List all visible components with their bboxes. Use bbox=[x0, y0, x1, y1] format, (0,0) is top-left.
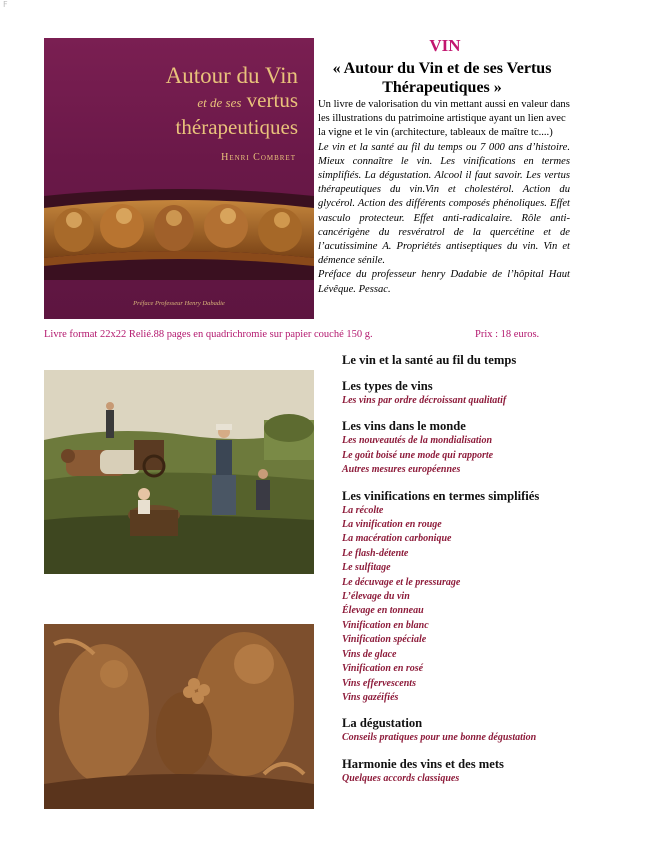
description-preface: Préface du professeur henry Dadabie de l’hôpital Haut Lévêque. Pessac. bbox=[318, 269, 570, 295]
cover-title-big: vertus bbox=[246, 88, 298, 112]
cover-title-small: et de ses bbox=[197, 95, 242, 110]
toc-item: Le flash-détente bbox=[342, 547, 409, 559]
toc-item: Vins de glace bbox=[342, 648, 397, 660]
toc-gap bbox=[342, 746, 582, 756]
description-intro: Un livre de valorisation du vin mettant aussi en valeur dans les illustrations du patrimoine artistique ayant un lien avec la vigne et le vin (architecture, tableaux de maître tc....) bbox=[318, 99, 570, 139]
stone-carving-image bbox=[44, 624, 314, 809]
toc-item: Le sulfitage bbox=[342, 562, 391, 574]
toc-section-title: Le vin et la santé au fil du temps bbox=[342, 353, 517, 367]
toc-gap bbox=[342, 478, 582, 488]
toc-item: Les nouveautés de la mondialisation bbox=[342, 435, 493, 447]
toc-item: Vins gazéifiés bbox=[342, 691, 399, 703]
cover-title-line3: thérapeutiques bbox=[175, 115, 298, 139]
toc-section-title: Les vinifications en termes simplifiés bbox=[342, 488, 540, 503]
toc-item: Élevage en tonneau bbox=[342, 605, 424, 617]
book-description bbox=[318, 98, 570, 297]
toc-item: Vinification en blanc bbox=[342, 619, 429, 631]
format-text: Livre format 22x22 Relié.88 pages en quadrichromie sur papier couché 150 g. bbox=[44, 329, 373, 340]
corner-mark: F bbox=[3, 0, 8, 9]
price: Prix : 18 euros. bbox=[475, 329, 540, 340]
toc-section-title: Les vins dans le monde bbox=[342, 419, 466, 434]
harvest-painting bbox=[44, 370, 314, 574]
toc-gap bbox=[342, 705, 582, 715]
cover-title-line2 bbox=[44, 88, 298, 115]
toc-item: Le goût boisé une mode qui rapporte bbox=[342, 449, 494, 461]
toc-item: Vinification en rosé bbox=[342, 663, 424, 675]
toc-item: Vinification spéciale bbox=[342, 634, 427, 646]
format-line bbox=[44, 329, 584, 340]
cover-preface: Préface Professeur Henry Dabadie bbox=[133, 300, 225, 307]
table-of-contents bbox=[342, 352, 582, 786]
toc-item: Les vins par ordre décroissant qualitatif bbox=[342, 395, 507, 406]
book-title: « Autour du Vin et de ses Vertus Thérapeutiques » bbox=[332, 60, 552, 96]
toc-item: Conseils pratiques pour une bonne dégustation bbox=[342, 732, 537, 744]
toc-item: Autres mesures européennes bbox=[342, 464, 461, 476]
toc-item: La récolte bbox=[342, 504, 384, 516]
toc-item: La macération carbonique bbox=[342, 533, 452, 545]
toc-gap bbox=[342, 368, 582, 378]
toc-item: L’élevage du vin bbox=[342, 591, 410, 603]
toc-item: Vins effervescents bbox=[342, 677, 416, 689]
section-heading: VIN bbox=[429, 36, 461, 55]
toc-gap bbox=[342, 408, 582, 418]
toc-item: Quelques accords classiques bbox=[342, 772, 460, 784]
toc-section-title: Les types de vins bbox=[342, 379, 433, 393]
cover-title-line1: Autour du Vin bbox=[165, 63, 298, 88]
toc-section-title: Harmonie des vins et des mets bbox=[342, 756, 504, 771]
cover-author: Henri Combret bbox=[221, 152, 296, 163]
toc-item: La vinification en rouge bbox=[342, 519, 442, 531]
cover-relief-image bbox=[44, 188, 314, 280]
description-contents: Le vin et la santé au fil du temps ou 7 000 ans d’histoire. Mieux connaître le vin. Les vinifications en termes simplifiés. La dégustation. Alcool il faut savoir. Les vertus thérapeutiques du vin.Vin et cholestérol. Action du glycérol. Action des différents composés phénoliques. Effet vasculo protecteur. Effet anti-radicalaire. Rôle anti-cancérigène du resvératrol de la quercétine et de l’acutissimine A. Propriétés antiseptiques du vin. Vin et démence sénile. bbox=[318, 141, 570, 267]
book-cover bbox=[44, 38, 314, 319]
cover-title bbox=[44, 64, 314, 139]
toc-section-title: La dégustation bbox=[342, 716, 423, 731]
toc-item: Le décuvage et le pressurage bbox=[342, 576, 461, 588]
